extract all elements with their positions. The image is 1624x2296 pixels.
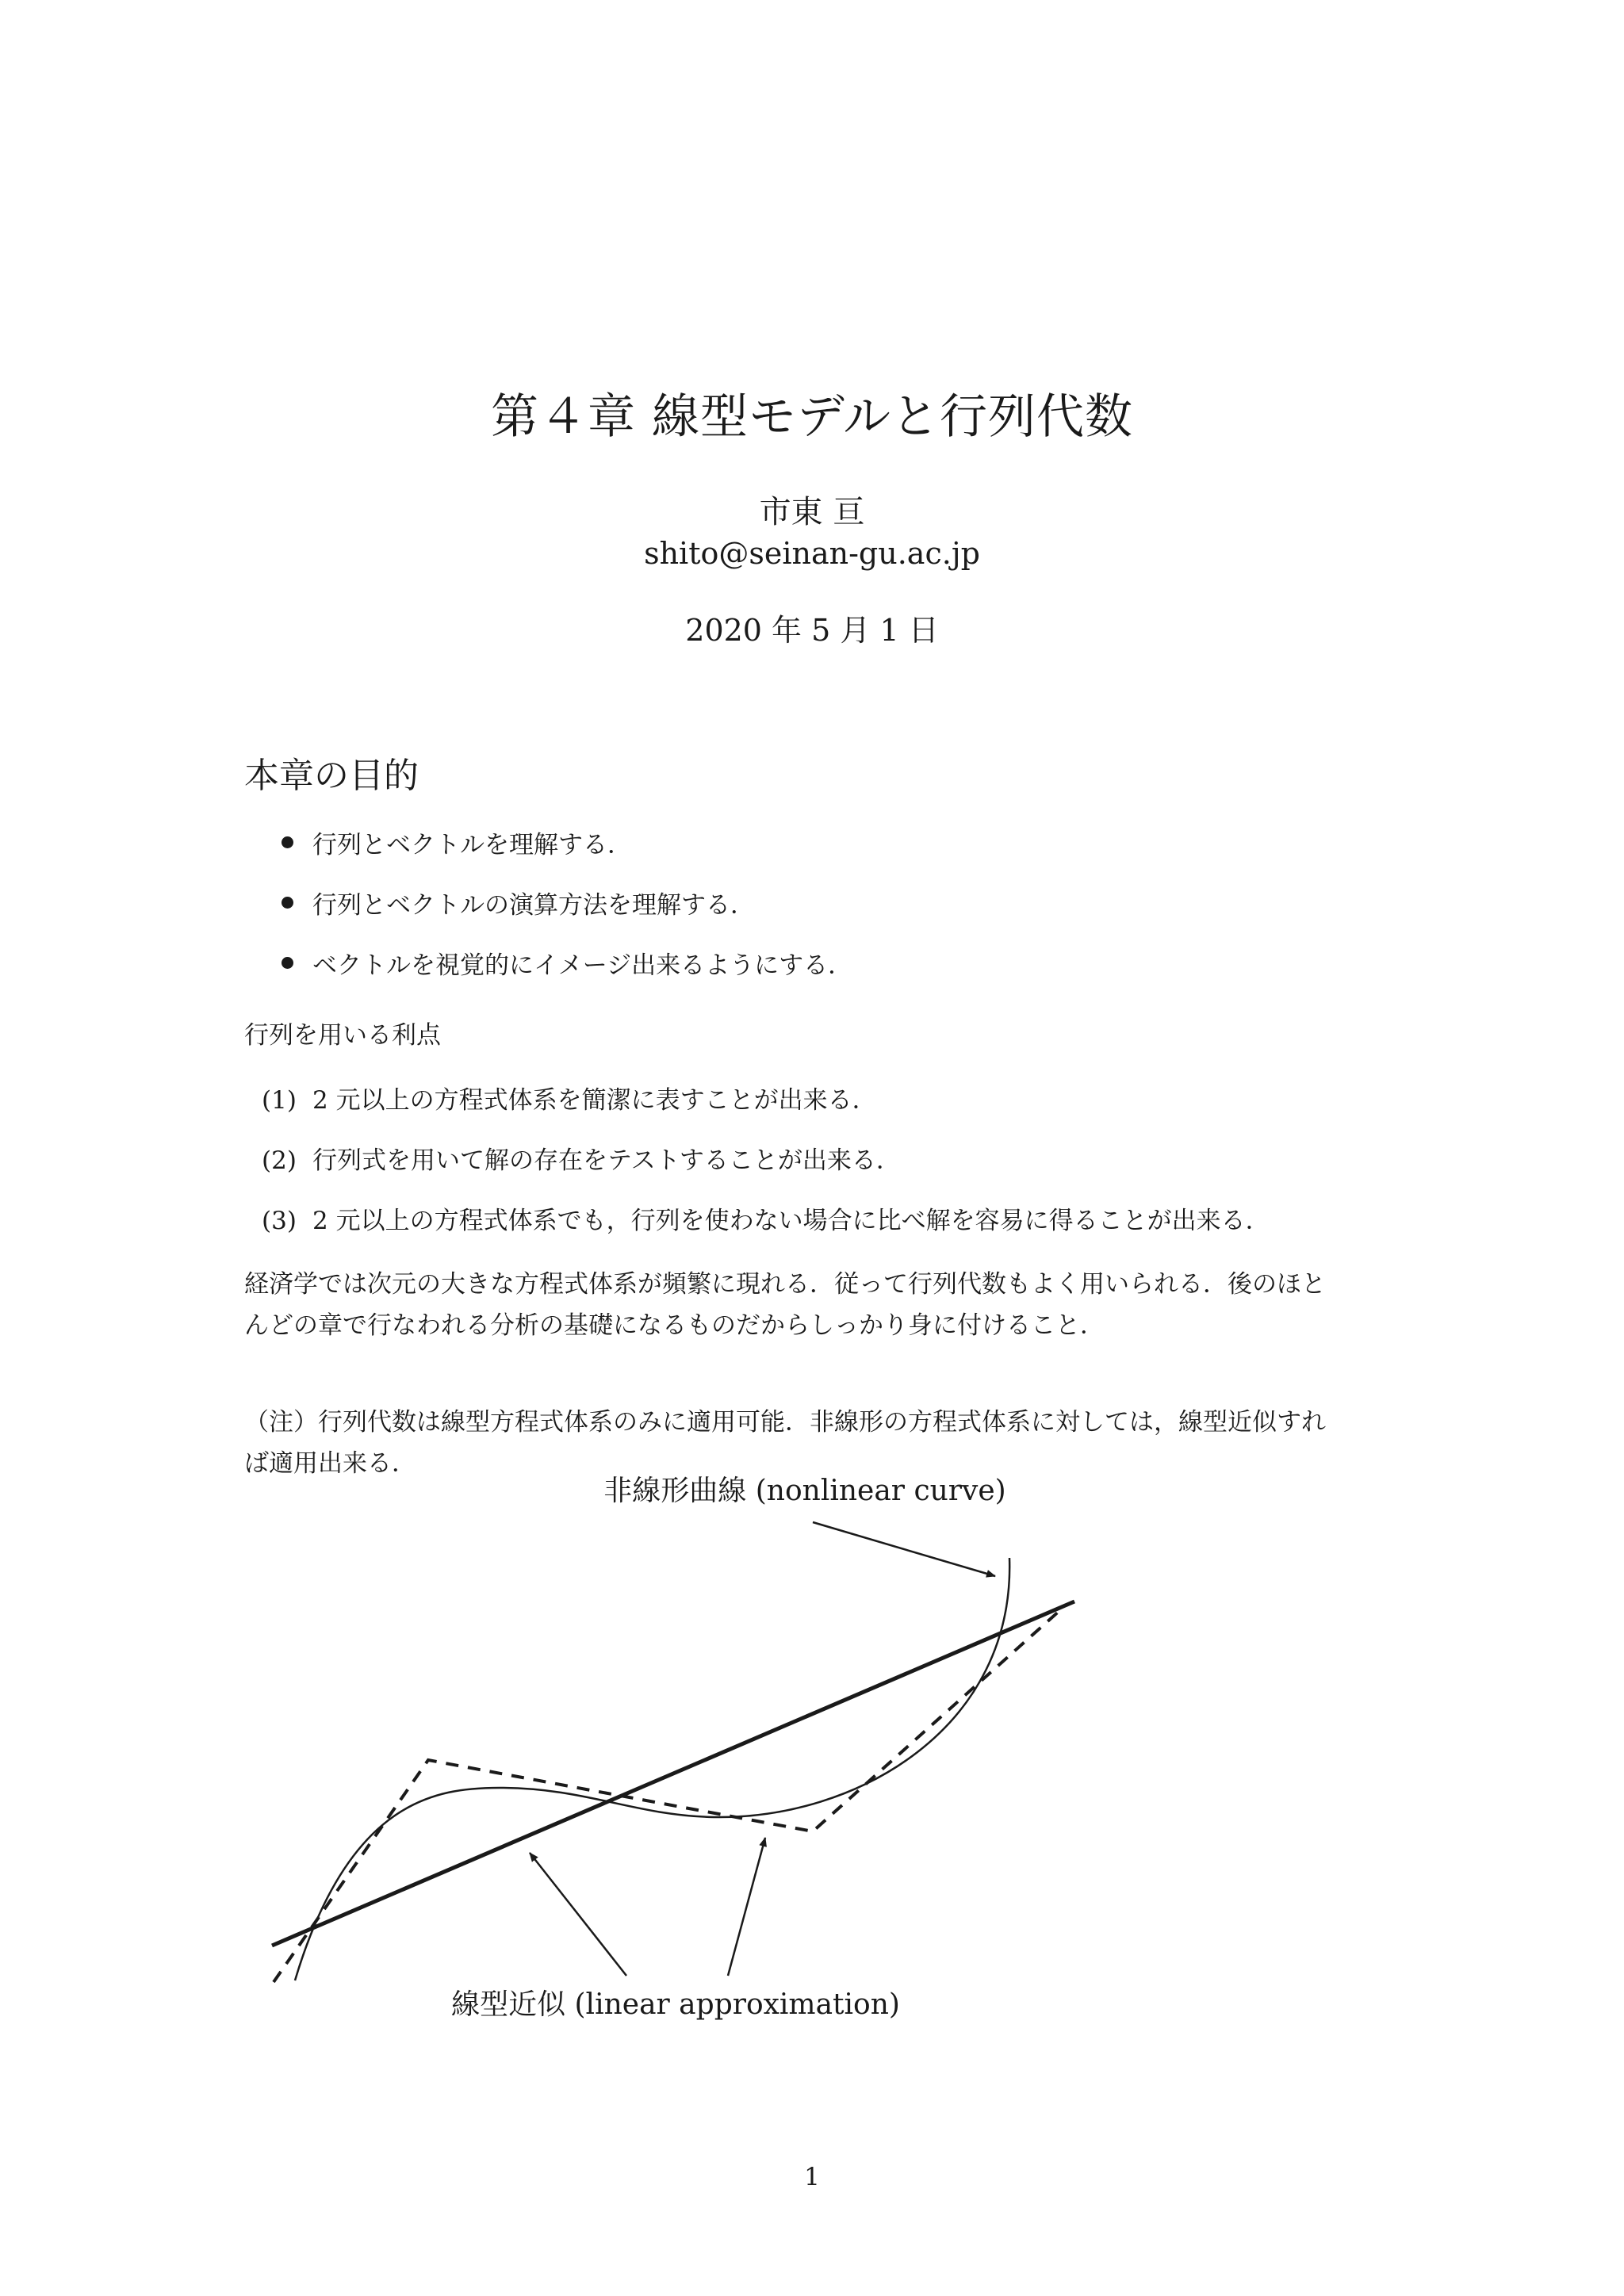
publication-date: 2020 年 5 月 1 日 bbox=[685, 613, 939, 648]
curve-label: 非線形曲線 (nonlinear curve) bbox=[603, 1475, 1006, 1507]
bullet-icon bbox=[282, 957, 293, 969]
item-text: 行列式を用いて解の存在をテストすることが出来る． bbox=[312, 1146, 901, 1175]
bullet-icon bbox=[282, 836, 293, 848]
numbered-item bbox=[262, 1140, 901, 1176]
author-email: shito@seinan-gu.ac.jp bbox=[644, 536, 980, 571]
approx-label-arrow bbox=[728, 1838, 765, 1976]
list-item-text: 行列とベクトルの演算方法を理解する． bbox=[312, 891, 755, 920]
list-item-text: 行列とベクトルを理解する． bbox=[312, 831, 632, 859]
linear-approximation-figure bbox=[238, 1459, 1126, 2038]
author-name: 市東 亘 bbox=[759, 494, 865, 530]
item-number: (2) bbox=[262, 1146, 297, 1175]
bullet-icon bbox=[282, 897, 293, 909]
approx-label-arrow bbox=[530, 1853, 626, 1976]
body-paragraph-line: んどの章で行なわれる分析の基礎になるものだからしっかり身に付けること． bbox=[244, 1311, 1105, 1340]
approx-label: 線型近似 (linear approximation) bbox=[451, 1988, 900, 2021]
item-text: 2 元以上の方程式体系でも，行列を使わない場合に比べ解を容易に得ることが出来る． bbox=[312, 1207, 1270, 1235]
note-line: （注）行列代数は線型方程式体系のみに適用可能．非線形の方程式体系に対しては，線型近似すれ bbox=[244, 1408, 1326, 1437]
page-number: 1 bbox=[804, 2163, 820, 2191]
advantages-intro: 行列を用いる利点 bbox=[244, 1021, 441, 1050]
page-title: 第４章 線型モデルと行列代数 bbox=[490, 389, 1134, 445]
item-text: 2 元以上の方程式体系を簡潔に表すことが出来る． bbox=[312, 1086, 877, 1115]
item-number: (1) bbox=[262, 1086, 297, 1115]
note-line: ば適用出来る． bbox=[244, 1449, 416, 1478]
body-paragraph-line: 経済学では次元の大きな方程式体系が頻繁に現れる．従って行列代数もよく用いられる．後のほと bbox=[244, 1270, 1326, 1299]
piecewise-linear-approximation bbox=[274, 1609, 1061, 1982]
linear-approximation-line bbox=[272, 1601, 1074, 1946]
list-item-text: ベクトルを視覚的にイメージ出来るようにする． bbox=[312, 951, 853, 980]
numbered-item bbox=[262, 1200, 1270, 1236]
item-number: (3) bbox=[262, 1207, 297, 1235]
curve-label-arrow bbox=[813, 1522, 995, 1576]
numbered-item bbox=[262, 1080, 877, 1115]
nonlinear-curve bbox=[295, 1558, 1009, 1980]
section-heading: 本章の目的 bbox=[244, 756, 419, 796]
